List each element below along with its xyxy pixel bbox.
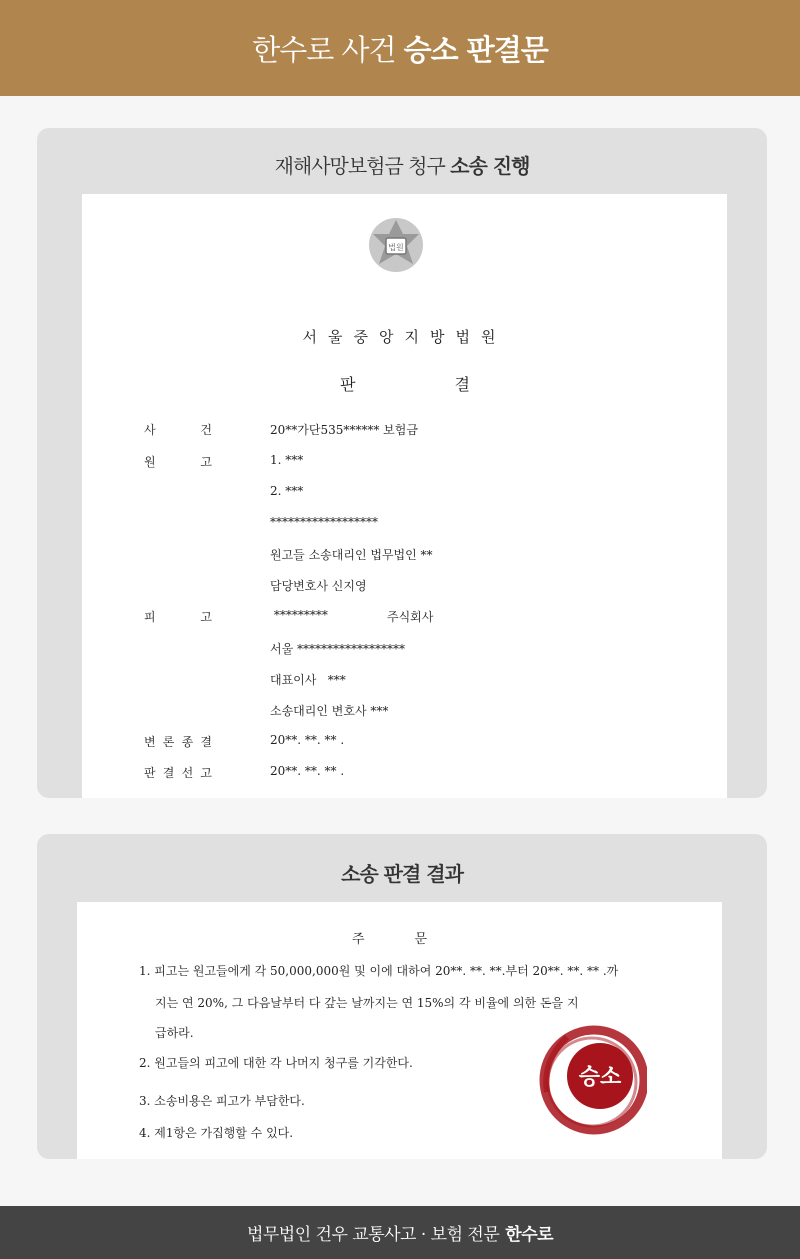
svg-text:법원: 법원	[388, 243, 404, 252]
defendant-address-row: 서울 ******************	[270, 642, 405, 656]
hearing-end-row: 변 론 종 결 20**. **. ** .	[144, 733, 345, 749]
case-row: 사 건 20**가단535****** 보험금	[144, 423, 418, 437]
header-title-bold: 승소 판결문	[403, 32, 548, 67]
masked-row: ******************	[270, 515, 378, 529]
result-title: 소송 판결 결과	[341, 862, 463, 886]
lawsuit-section	[37, 128, 767, 798]
judgment-title: 판 결	[340, 375, 470, 394]
win-stamp-icon	[537, 1022, 647, 1137]
header-title: 한수로 사건	[252, 32, 396, 67]
footer-text: 법무법인 건우 교통사고 · 보험 전문	[246, 1225, 500, 1245]
plaintiff-row-2: 2. ***	[270, 484, 304, 498]
representative-row: 대표이사 ***	[270, 673, 346, 687]
order-item: 4. 제1항은 가집행할 수 있다.	[139, 1126, 294, 1140]
plaintiff-row: 원 고 1. ***	[144, 453, 304, 469]
order-item-cont: 급하라.	[155, 1026, 194, 1040]
defendant-attorney-row: 소송대리인 변호사 ***	[270, 704, 389, 718]
court-name: 서울중앙지방법원	[302, 328, 507, 346]
defendant-row: 피 고 ********* 주식회사	[144, 608, 434, 624]
judgment-document	[82, 194, 727, 798]
order-item: 2. 원고들의 피고에 대한 각 나머지 청구를 기각한다.	[139, 1056, 413, 1070]
order-title: 주 문	[352, 932, 427, 947]
result-section	[37, 834, 767, 1159]
page-footer	[0, 1206, 800, 1259]
judgment-date-row: 판 결 선 고 20**. **. ** .	[144, 764, 345, 780]
section-title: 재해사망보험금 청구 소송 진행	[274, 154, 530, 178]
order-item: 3. 소송비용은 피고가 부담한다.	[139, 1094, 305, 1108]
plaintiff-attorney-row: 원고들 소송대리인 법무법인 **	[270, 548, 433, 562]
footer-brand: 한수로	[505, 1225, 554, 1245]
order-document	[77, 902, 722, 1159]
order-item-cont: 지는 연 20%, 그 다음날부터 다 갚는 날까지는 연 15%의 각 비율에 의한 돈을 지	[155, 996, 579, 1010]
page-header	[0, 0, 800, 96]
order-item: 1. 피고는 원고들에게 각 50,000,000원 및 이에 대하여 20**. **. **.부터 20**. **. ** .까	[139, 964, 619, 978]
svg-text:승소: 승소	[578, 1065, 622, 1090]
lawyer-row: 담당변호사 신지영	[270, 579, 367, 593]
court-seal-icon	[367, 216, 425, 274]
